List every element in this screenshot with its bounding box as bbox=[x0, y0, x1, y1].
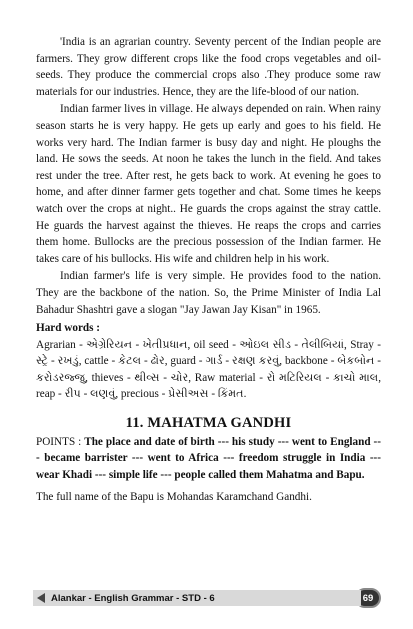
footer-book-title: Alankar - English Grammar - STD - 6 bbox=[51, 592, 215, 604]
chapter-intro: The full name of the Bapu is Mohandas Karamchand Gandhi. bbox=[36, 491, 312, 504]
page-content bbox=[36, 34, 381, 506]
points-block bbox=[36, 434, 381, 484]
paragraph-farmer-life: Indian farmer lives in village. He always depended on rain. When rainy season starts he is very happy. He gets up early and goes to his field. He works very hard. The Indian farmer is busy day and night. He ploughs the land. He sows the seeds. At noon he takes the lunch in the field. And takes rest under the tree. After rest, he gets back to work. At evening he goes to home, and after dinner farmer gets together and chat. Some times he keeps watch over the crops at night.. He guards the crops against the stray cattle. He guards the harvest against the thieves. He reaps the crops and carries them home. Bullocks are the precious possession of the Indian farmer. He takes care of his bullocks. His wife and children help in his work. bbox=[36, 103, 381, 265]
footer-bar bbox=[33, 590, 361, 606]
hard-words-list: Agrarian - એગ્રેરિયન - ખેતીપ્રધાન, oil seed - ઓઇલ સીડ - તેલીબિયાં, Stray - સ્ટ્રે - રખડું, cattle - કેટલ - ઢોર, guard - ગાર્ડ - રક્ષણ કરવું, backbone - બેકબોન - કરોડરજ્જુ, thieves - થીવ્સ - ચોર, Raw material - રો મટિરિયલ - કાચો માલ, reap - રીપ - લણવું, precious - પ્રેસીઅસ - કિંમત. bbox=[36, 338, 381, 401]
paragraph-simple-life: Indian farmer's life is very simple. He provides food to the nation. They are the backbone of the nation. So, the Prime Minister of India Lal Bahadur Shashtri gave a slogan "Jay Jawan Jay Kisan" in 1965. bbox=[36, 270, 381, 316]
page-footer bbox=[33, 588, 381, 608]
triangle-left-icon bbox=[37, 593, 45, 603]
page-number-badge: 69 bbox=[355, 588, 381, 608]
hard-words-heading: Hard words : bbox=[36, 322, 101, 335]
chapter-title: 11. MAHATMA GANDHI bbox=[125, 415, 292, 432]
points-text: The place and date of birth --- his study --- went to England --- became barrister --- went to Africa --- freedom struggle in India --- wear Khadi --- simple life --- people called them Mahatma and Bapu. bbox=[36, 435, 381, 481]
points-label: POINTS : bbox=[36, 435, 82, 448]
paragraph-agrarian: 'India is an agrarian country. Seventy percent of the Indian people are farmers. They grow different crops like the food crops vegetables and oil-seeds. They produce the commercial crops also .They produce some raw materials for our industries. Hence, they are the life-blood of our nation. bbox=[36, 36, 381, 98]
